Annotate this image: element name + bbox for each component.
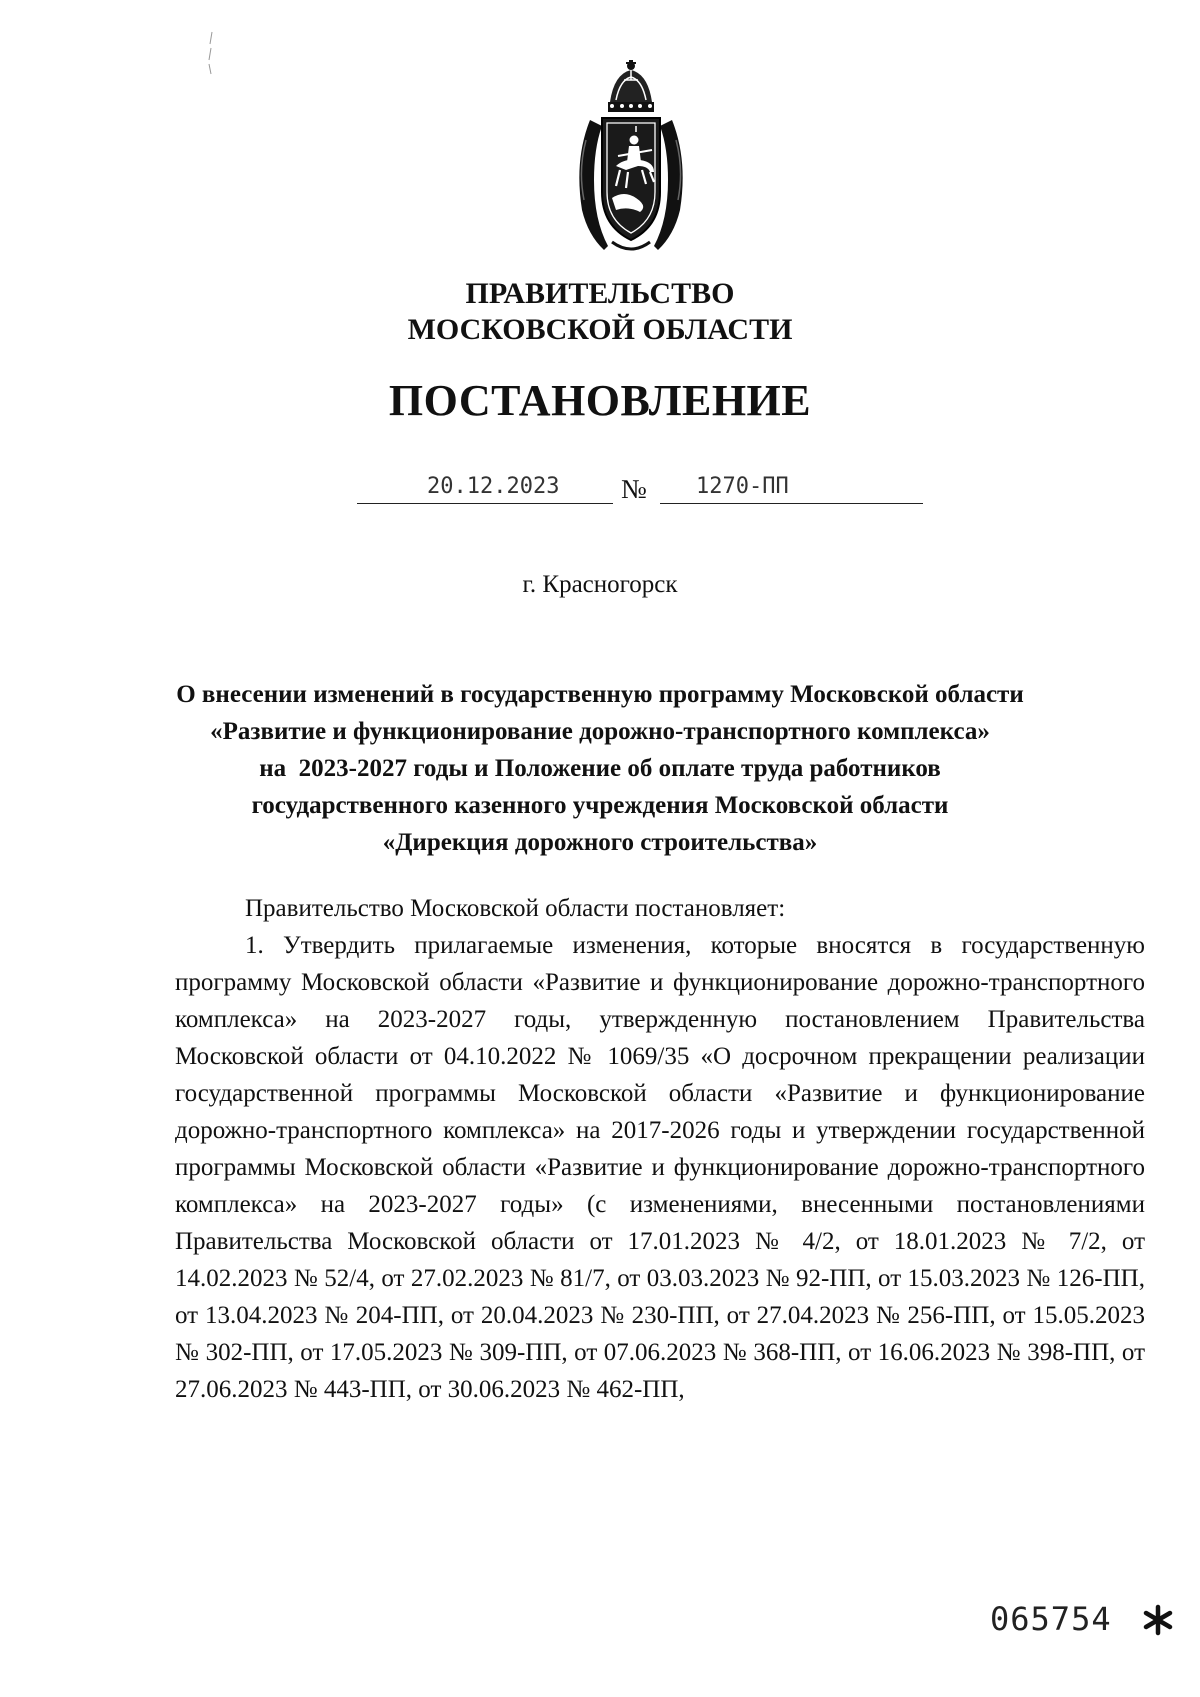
- body-paragraph-1: Правительство Московской области постановляет:: [245, 895, 786, 922]
- document-number: 1270-ПП: [696, 474, 789, 499]
- organization-line-1: ПРАВИТЕЛЬСТВО: [465, 277, 735, 310]
- title-line: «Дирекция дорожного строительства»: [382, 829, 818, 856]
- title-line: на 2023-2027 годы и Положение об оплате труда работников: [259, 755, 941, 782]
- city: г. Красногорск: [522, 571, 678, 598]
- document-body: [175, 890, 1145, 1408]
- asterisk-icon: [1142, 1604, 1174, 1636]
- title-line: государственного казенного учреждения Московской области: [251, 792, 949, 819]
- document-title: [0, 676, 1200, 861]
- coat-of-arms-icon: [568, 60, 694, 256]
- document-date: 20.12.2023: [427, 474, 560, 499]
- date-field: [357, 470, 613, 504]
- title-line: О внесении изменений в государственную программу Московской области: [176, 681, 1024, 708]
- title-line: «Развитие и функционирование дорожно-транспортного комплекса»: [210, 718, 990, 745]
- number-field: [660, 470, 923, 504]
- serial-number: 065754: [990, 1600, 1112, 1638]
- pen-mark: [205, 30, 217, 76]
- number-sign: №: [621, 474, 647, 504]
- organization-name: [0, 276, 1200, 348]
- organization-line-2: МОСКОВСКОЙ ОБЛАСТИ: [407, 313, 793, 346]
- document-meta: [357, 470, 923, 506]
- body-paragraph-2: 1. Утвердить прилагаемые изменения, которые вносятся в государственную программу Московской области «Развитие и функционирование дорожно-транспортного комплекса» на 2023-2027 годы, утвержденную постановлением Правительства Московской области от 04.10.2022 № 1069/35 «О досрочном прекращении реализации государственной программы Московской области «Развитие и функционирование дорожно-транспортного комплекса» на 2017-2026 годы и утверждении государственной программы Московской области «Развитие и функционирование дорожно-транспортного комплекса» на 2023-2027 годы» (с изменениями, внесенными постановлениями Правительства Московской области от 17.01.2023 № 4/2, от 18.01.2023 № 7/2, от 14.02.2023 № 52/4, от 27.02.2023 № 81/7, от 03.03.2023 № 92-ПП, от 15.03.2023 № 126-ПП, от 13.04.2023 № 204-ПП, от 20.04.2023 № 230-ПП, от 27.04.2023 № 256-ПП, от 15.05.2023 № 302-ПП, от 17.05.2023 № 309-ПП, от 07.06.2023 № 368-ПП, от 16.06.2023 № 398-ПП, от 27.06.2023 № 443-ПП, от 30.06.2023 № 462-ПП,: [175, 932, 1145, 1403]
- document-type: ПОСТАНОВЛЕНИЕ: [388, 376, 812, 425]
